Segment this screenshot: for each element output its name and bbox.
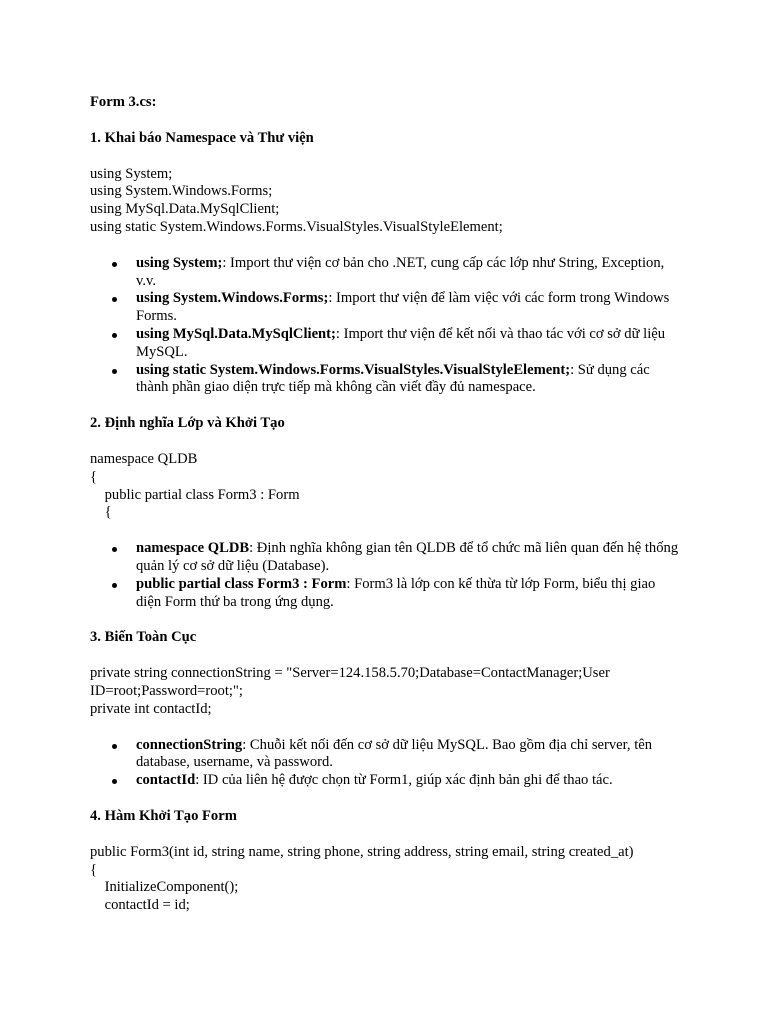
bullet-desc: : ID của liên hệ được chọn từ Form1, giúp xác định bản ghi để thao tác. <box>195 772 613 789</box>
section-4-code <box>90 844 680 915</box>
bullet-desc: : Import thư viện để kết nối và thao tác với cơ sở dữ liệu MySQL. <box>136 325 666 360</box>
list-item <box>136 255 680 291</box>
bullet-term: using static System.Windows.Forms.VisualStyles.VisualStyleElement; <box>136 361 571 378</box>
list-item <box>136 326 680 362</box>
list-item <box>136 772 680 790</box>
code-line: { <box>90 504 112 521</box>
code-line-connection-string: private string connectionString = "Server=124.158.5.70;Database=ContactManager;User ID=root;Password=root;"; <box>90 665 610 699</box>
section-2-heading: 2. Định nghĩa Lớp và Khởi Tạo <box>90 415 285 432</box>
section-3-heading: 3. Biến Toàn Cục <box>90 629 197 646</box>
bullet-term: public partial class Form3 : Form <box>136 575 347 592</box>
code-line: namespace QLDB <box>90 450 198 467</box>
bullet-desc: : Chuỗi kết nối đến cơ sở dữ liệu MySQL. Bao gồm địa chỉ server, tên database, username, và password. <box>136 736 653 771</box>
section-1-bullets <box>90 255 680 397</box>
list-item <box>136 576 680 612</box>
document-page <box>90 94 680 915</box>
bullet-term: connectionString <box>136 736 243 753</box>
list-item <box>136 540 680 576</box>
bullet-term: using System.Windows.Forms; <box>136 290 329 307</box>
bullet-desc: : Định nghĩa không gian tên QLDB để tổ chức mã liên quan đến hệ thống quản lý cơ sở dữ liệu (Database). <box>136 540 679 574</box>
code-line: using System.Windows.Forms; <box>90 183 273 200</box>
bullet-desc: : Import thư viện để làm việc với các form trong Windows Forms. <box>136 290 670 325</box>
section-2-code <box>90 451 680 522</box>
bullet-desc: : Sử dụng các thành phần giao diện trực tiếp mà không cần viết đầy đủ namespace. <box>136 361 650 396</box>
list-item <box>136 362 680 398</box>
list-item <box>136 290 680 326</box>
code-line: using System; <box>90 165 173 182</box>
bullet-desc: : Form3 là lớp con kế thừa từ lớp Form, biểu thị giao diện Form thứ ba trong ứng dụng. <box>136 575 656 610</box>
section-4-heading: 4. Hàm Khởi Tạo Form <box>90 807 237 824</box>
code-line: contactId = id; <box>90 897 190 914</box>
section-1-code <box>90 166 680 237</box>
code-line: using MySql.Data.MySqlClient; <box>90 201 280 218</box>
bullet-term: using System; <box>136 254 223 271</box>
section-3-code <box>90 665 680 718</box>
section-1-heading: 1. Khai báo Namespace và Thư viện <box>90 129 314 146</box>
code-line: public partial class Form3 : Form <box>90 486 300 503</box>
file-title: Form 3.cs: <box>90 94 157 110</box>
section-2-bullets <box>90 540 680 611</box>
code-line: { <box>90 861 98 878</box>
code-line: InitializeComponent(); <box>90 879 239 896</box>
code-line: using static System.Windows.Forms.VisualStyles.VisualStyleElement; <box>90 218 503 235</box>
section-3-bullets <box>90 737 680 790</box>
code-line: { <box>90 468 98 485</box>
bullet-desc: : Import thư viện cơ bản cho .NET, cung cấp các lớp như String, Exception, v.v. <box>136 254 665 289</box>
code-line: public Form3(int id, string name, string phone, string address, string email, string created_at) <box>90 843 634 860</box>
bullet-term: contactId <box>136 772 196 789</box>
code-line: private int contactId; <box>90 700 212 717</box>
bullet-term: using MySql.Data.MySqlClient; <box>136 325 336 342</box>
list-item <box>136 737 680 773</box>
bullet-term: namespace QLDB <box>136 540 250 557</box>
